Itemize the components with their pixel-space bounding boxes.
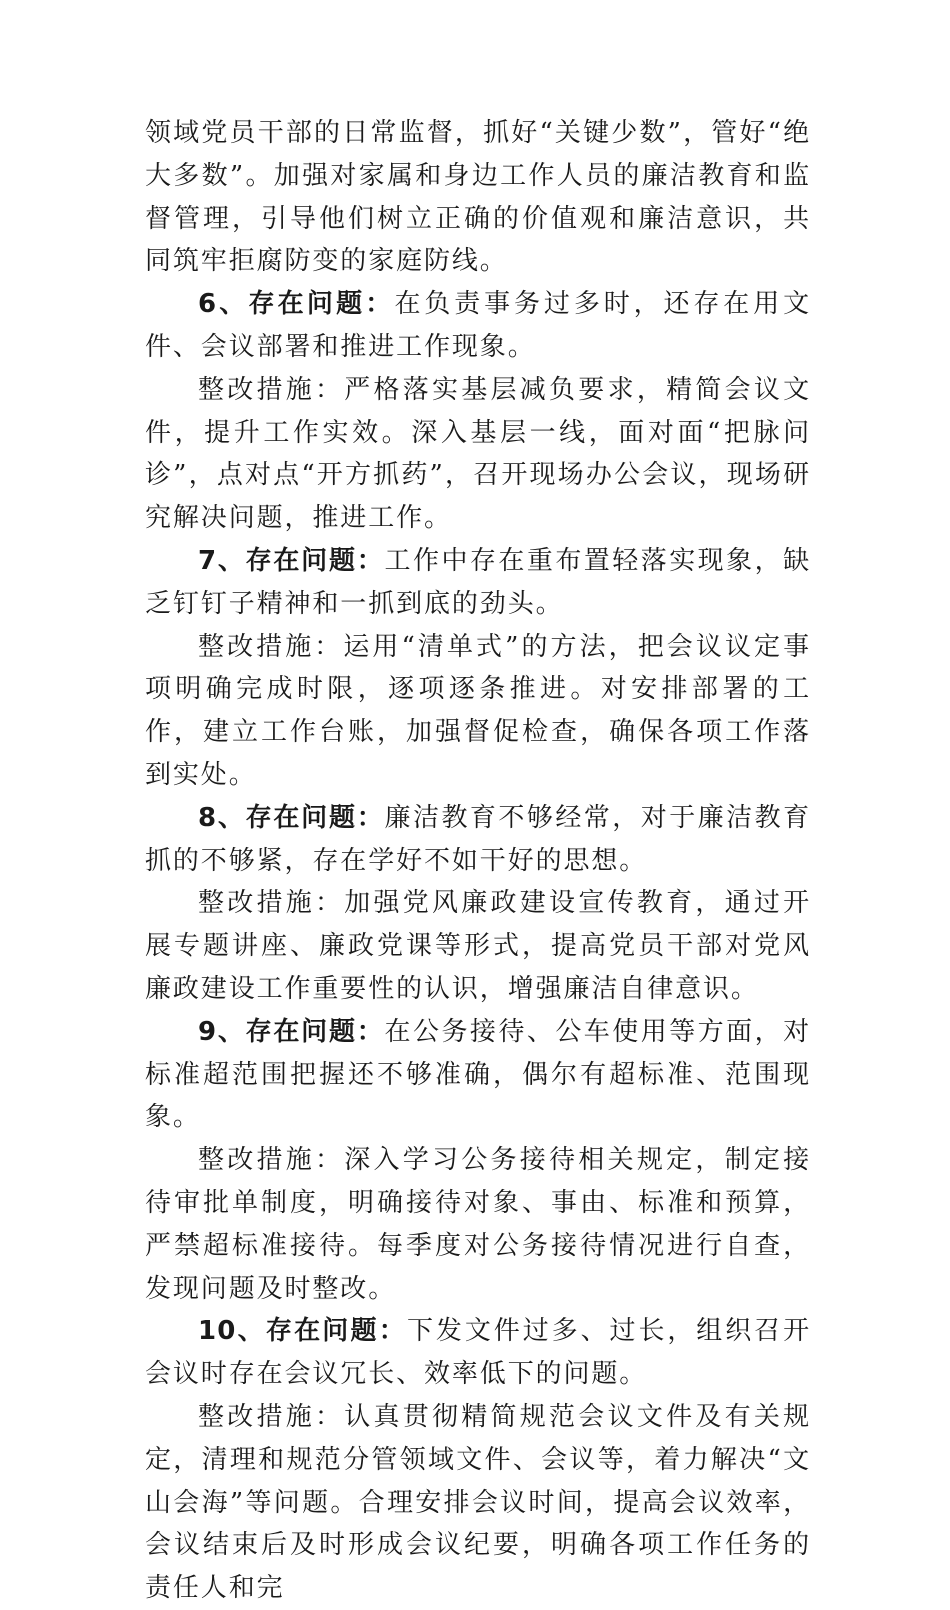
issue-label-8: 8、存在问题： [198, 802, 385, 833]
document-body [145, 112, 811, 1610]
measure-paragraph-9: 整改措施：深入学习公务接待相关规定，制定接待审批单制度，明确接待对象、事由、标准和预算，严禁超标准接待。每季度对公务接待情况进行自查，发现问题及时整改。 [145, 1145, 811, 1304]
issue-label-6: 6、存在问题： [198, 289, 395, 320]
measure-paragraph-10: 整改措施：认真贯彻精简规范会议文件及有关规定，清理和规范分管领域文件、会议等，着力解决“文山会海”等问题。合理安排会议时间，提高会议效率，会议结束后及时形成会议纪要，明确各项工作任务的责任人和完 [145, 1401, 811, 1604]
issue-paragraph-9 [145, 1011, 811, 1139]
continuation-paragraph: 领域党员干部的日常监督，抓好“关键少数”，管好“绝大多数”。加强对家属和身边工作人员的廉洁教育和监督管理，引导他们树立正确的价值观和廉洁意识，共同筑牢拒腐防变的家庭防线。 [145, 118, 811, 277]
measure-paragraph-8: 整改措施：加强党风廉政建设宣传教育，通过开展专题讲座、廉政党课等形式，提高党员干部对党风廉政建设工作重要性的认识，增强廉洁自律意识。 [145, 888, 811, 1004]
issue-text-10: 下发文件过多、过长，组织召开会议时存在会议冗长、效率低下的问题。 [145, 1316, 811, 1390]
issue-label-9: 9、存在问题： [198, 1016, 385, 1047]
issue-label-10: 10、存在问题： [198, 1316, 407, 1347]
issue-paragraph-8 [145, 797, 811, 883]
issue-text-6: 在负责事务过多时，还存在用文件、会议部署和推进工作现象。 [145, 289, 811, 362]
issue-text-7: 工作中存在重布置轻落实现象，缺乏钉钉子精神和一抓到底的劲头。 [145, 545, 811, 619]
issue-paragraph-7 [145, 540, 811, 626]
issue-paragraph-6 [145, 283, 811, 369]
issue-paragraph-10 [145, 1310, 811, 1396]
issue-text-9: 在公务接待、公车使用等方面，对标准超范围把握还不够准确，偶尔有超标准、范围现象。 [145, 1016, 811, 1133]
issue-text-8: 廉洁教育不够经常，对于廉洁教育抓的不够紧，存在学好不如干好的思想。 [145, 802, 811, 876]
measure-paragraph-7: 整改措施：运用“清单式”的方法，把会议议定事项明确完成时限，逐项逐条推进。对安排部署的工作，建立工作台账，加强督促检查，确保各项工作落到实处。 [145, 631, 811, 790]
measure-paragraph-6: 整改措施：严格落实基层减负要求，精简会议文件，提升工作实效。深入基层一线，面对面“把脉问诊”，点对点“开方抓药”，召开现场办公会议，现场研究解决问题，推进工作。 [145, 374, 811, 534]
issue-label-7: 7、存在问题： [198, 545, 385, 576]
